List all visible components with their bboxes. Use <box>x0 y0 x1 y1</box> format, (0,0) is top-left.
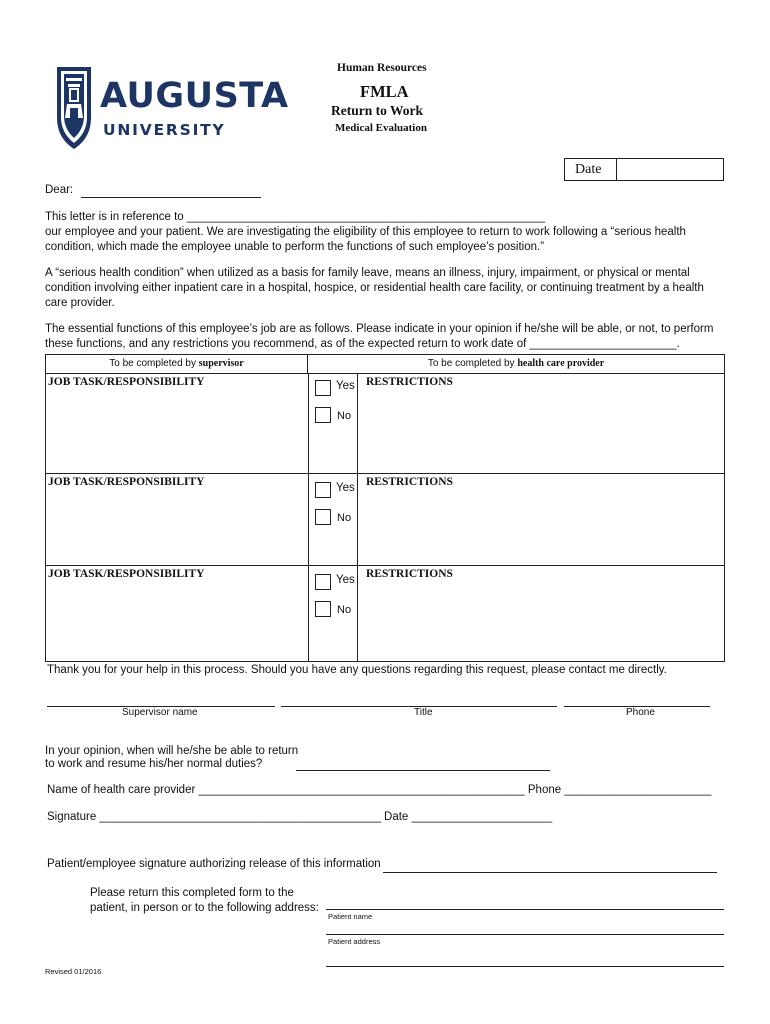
form-subtitle-2: Medical Evaluation <box>335 122 427 134</box>
reference-line-1: This letter is in reference to ________________________________________________________ <box>45 211 546 223</box>
return-date-field[interactable] <box>296 770 550 771</box>
reference-line-2: our employee and your patient. We are investigating the eligibility of this employee to return to work following a “serious health <box>45 226 686 238</box>
university-logo <box>56 66 306 152</box>
no-checkbox[interactable] <box>315 509 331 525</box>
definition-line-3: care provider. <box>45 297 115 309</box>
dear-label: Dear: <box>45 184 74 196</box>
essential-line-2: these functions, and any restrictions you recommend, as of the expected return to work date of _______________________. <box>45 338 680 350</box>
return-instructions-1: Please return this completed form to the <box>90 887 294 899</box>
logo-wordmark: AUGUSTA <box>100 76 289 116</box>
job-task-label: JOB TASK/RESPONSIBILITY <box>48 476 205 488</box>
yes-label: Yes <box>336 574 355 586</box>
revised-date: Revised 01/2016 <box>45 967 102 976</box>
definition-line-2: condition involving either inpatient care in a hospital, hospice, or residential health care facility, or continuing treatment by a health <box>45 282 704 294</box>
dear-name-field[interactable] <box>81 197 261 198</box>
reference-line-3: condition, which made the employee unable to perform the functions of such employee’s position.” <box>45 241 545 253</box>
yes-checkbox[interactable] <box>315 482 331 498</box>
provider-name-line: Name of health care provider ___________________________________________________ Phone _______________________ <box>47 784 712 796</box>
form-subtitle: Return to Work <box>331 103 424 118</box>
form-title: FMLA <box>360 82 409 101</box>
yes-checkbox[interactable] <box>315 574 331 590</box>
yes-no-cell <box>308 474 358 565</box>
patient-name-label: Patient name <box>328 912 373 921</box>
thank-you-text: Thank you for your help in this process. Should you have any questions regarding this request, please contact me directly. <box>47 664 667 676</box>
header-right-prefix: To be completed by <box>427 358 518 369</box>
supervisor-name-label: Supervisor name <box>122 707 198 718</box>
signature-line: Signature ____________________________________________ Date ______________________ <box>47 811 553 823</box>
opinion-line-2: to work and resume his/her normal duties? <box>45 758 263 770</box>
date-input[interactable] <box>617 159 723 180</box>
yes-label: Yes <box>336 482 355 494</box>
yes-no-cell <box>308 566 358 661</box>
restrictions-label: RESTRICTIONS <box>366 376 453 388</box>
table-row <box>46 474 724 566</box>
patient-address-label: Patient address <box>328 937 381 946</box>
definition-line-1: A “serious health condition” when utilized as a basis for family leave, means an illness, injury, impairment, or physical or mental <box>45 267 690 279</box>
table-row <box>46 374 724 474</box>
no-label: No <box>337 604 352 616</box>
no-checkbox[interactable] <box>315 601 331 617</box>
logo-subword: UNIVERSITY <box>103 121 226 139</box>
no-checkbox[interactable] <box>315 407 331 423</box>
date-label: Date <box>565 159 617 180</box>
opinion-line-1: In your opinion, when will he/she be able to return <box>45 745 299 757</box>
no-label: No <box>337 512 352 524</box>
patient-name-field[interactable] <box>326 909 724 910</box>
yes-checkbox[interactable] <box>315 380 331 396</box>
restrictions-label: RESTRICTIONS <box>366 568 453 580</box>
phone-label: Phone <box>626 707 655 718</box>
yes-label: Yes <box>336 380 355 392</box>
shield-icon <box>56 66 92 150</box>
patient-address-field-1[interactable] <box>326 934 724 935</box>
header-left-bold: supervisor <box>198 358 244 369</box>
header-right-bold: health care provider <box>517 358 605 369</box>
job-task-label: JOB TASK/RESPONSIBILITY <box>48 568 205 580</box>
return-instructions-2: patient, in person or to the following address: <box>90 902 319 914</box>
table-row <box>46 566 724 661</box>
title-label: Title <box>414 707 433 718</box>
patient-signature-field[interactable] <box>383 872 717 873</box>
job-task-label: JOB TASK/RESPONSIBILITY <box>48 376 205 388</box>
essential-line-1: The essential functions of this employee’s job are as follows. Please indicate in your opinion if he/she will be able, or not, to perform <box>45 323 714 335</box>
table-header-left <box>46 355 308 374</box>
date-box <box>564 158 724 181</box>
department-label: Human Resources <box>337 62 427 74</box>
table-header-right <box>308 355 724 374</box>
patient-address-field-2[interactable] <box>326 966 724 967</box>
yes-no-cell <box>308 374 358 473</box>
restrictions-label: RESTRICTIONS <box>366 476 453 488</box>
header-left-prefix: To be completed by <box>109 358 199 369</box>
no-label: No <box>337 410 352 422</box>
patient-signature-label: Patient/employee signature authorizing release of this information <box>47 858 381 870</box>
job-task-table <box>45 354 725 662</box>
